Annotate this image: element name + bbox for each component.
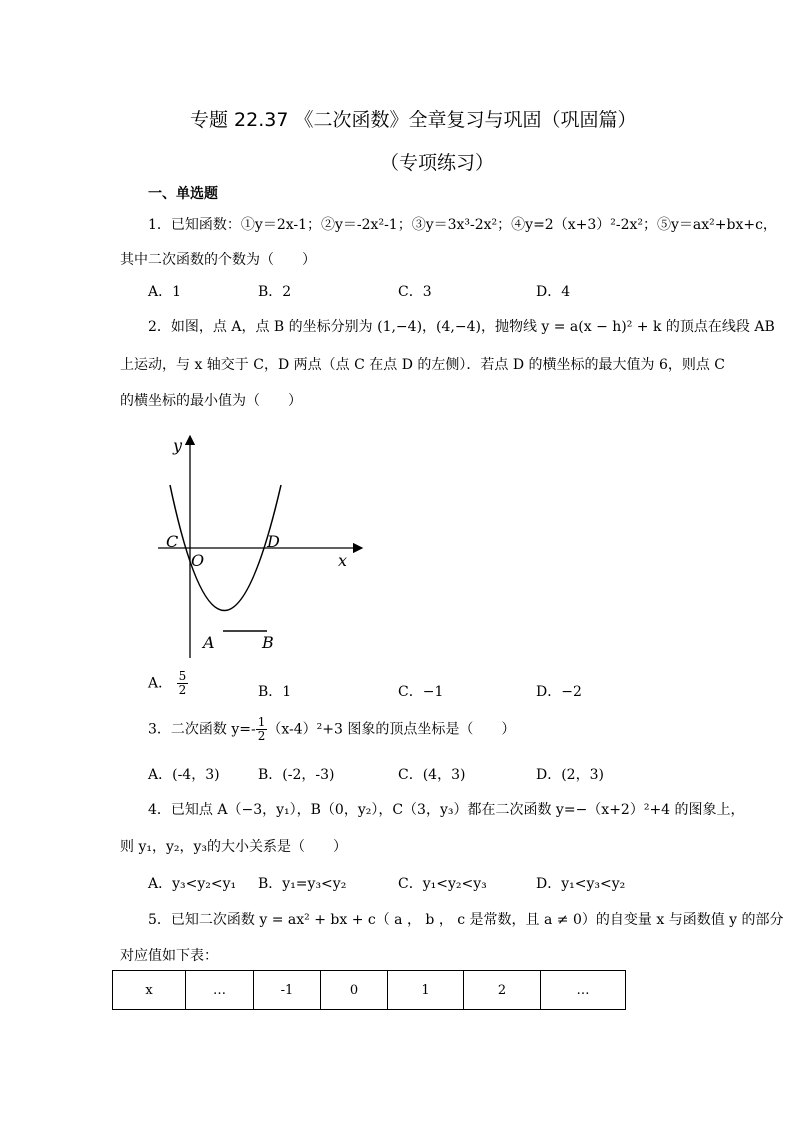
- fraction-numerator: 5: [178, 669, 187, 683]
- q1-line1: 1．已知函数：①y＝2x-1；②y＝-2x²-1；③y＝3x³-2x²；④y=2（x+3）²-2x²；⑤y＝ax²+bx+c，: [148, 217, 777, 233]
- q4-option-d[interactable]: D．y₁<y₃<y₂: [536, 876, 626, 892]
- q2-line1: 2．如图，点 A，点 B 的坐标分别为 (1,−4)，(4,−4)，抛物线 y = a(x − h)² + k 的顶点在线段 AB: [148, 319, 775, 335]
- table-cell: 1: [388, 971, 464, 1010]
- table-row: [113, 971, 626, 1010]
- q2-line2: 上运动，与 x 轴交于 C，D 两点（点 C 在点 D 的左侧）．若点 D 的横坐标的最大值为 6，则点 C: [120, 357, 726, 373]
- q1-option-a[interactable]: A．1: [148, 284, 182, 300]
- q2-option-a-fraction: [177, 670, 189, 697]
- fraction-denominator: 2: [257, 729, 266, 743]
- q2-option-d[interactable]: D．−2: [536, 684, 582, 700]
- label-y: y: [173, 436, 183, 455]
- q3-line: [148, 716, 515, 743]
- label-c: C: [166, 532, 179, 551]
- q1-line2: 其中二次函数的个数为（ ）: [120, 252, 316, 268]
- q5-line2: 对应值如下表：: [120, 948, 218, 964]
- q2-line3: 的横坐标的最小值为（ ）: [120, 393, 302, 409]
- section-heading: 一、单选题: [148, 186, 218, 202]
- q4-line2: 则 y₁，y₂，y₃的大小关系是（ ）: [120, 839, 348, 855]
- q5-line1: 5．已知二次函数 y = ax² + bx + c（ a ， b ， c 是常数，且 a ≠ 0）的自变量 x 与函数值 y 的部分: [148, 912, 784, 928]
- q4-option-a[interactable]: A．y₃<y₂<y₁: [148, 876, 237, 892]
- label-origin: O: [191, 551, 205, 570]
- q3-suffix: （x-4）²+3 图象的顶点坐标是（ ）: [267, 721, 516, 738]
- table-cell: …: [541, 971, 626, 1010]
- table-cell: x: [113, 971, 186, 1010]
- q1-option-b[interactable]: B．2: [258, 284, 292, 300]
- q2-option-b[interactable]: B．1: [258, 684, 292, 700]
- q1-option-c[interactable]: C．3: [398, 284, 432, 300]
- page-title: 专题 22.37 《二次函数》全章复习与巩固（巩固篇）: [190, 109, 637, 131]
- label-x: x: [338, 551, 348, 570]
- fraction-denominator: 2: [178, 683, 187, 697]
- q3-option-c[interactable]: C．(4，3): [398, 767, 466, 783]
- value-table: [112, 970, 626, 1010]
- label-a: A: [203, 633, 215, 652]
- table-cell: 2: [464, 971, 541, 1010]
- label-d: D: [267, 532, 280, 551]
- q2-option-c[interactable]: C．−1: [398, 684, 444, 700]
- q1-option-d[interactable]: D．4: [536, 284, 571, 300]
- q3-option-d[interactable]: D．(2，3): [536, 767, 604, 783]
- label-b: B: [262, 633, 274, 652]
- q4-option-b[interactable]: B．y₁=y₃<y₂: [258, 876, 347, 892]
- q2-option-a[interactable]: [148, 670, 188, 697]
- parabola-figure: [150, 430, 380, 660]
- page-subtitle: （专项练习）: [380, 152, 495, 174]
- q3-option-b[interactable]: B．(-2，-3): [258, 767, 335, 783]
- q3-option-a[interactable]: A．(-4，3): [148, 767, 220, 783]
- q3-prefix: 3．二次函数 y=-: [148, 721, 256, 738]
- q4-line1: 4．已知点 A（−3，y₁），B（0，y₂），C（3，y₃）都在二次函数 y=−（x+2）²+4 的图象上，: [148, 802, 745, 818]
- table-cell: -1: [254, 971, 321, 1010]
- q3-fraction: [256, 716, 268, 743]
- fraction-numerator: 1: [257, 715, 266, 729]
- table-cell: 0: [321, 971, 388, 1010]
- q4-option-c[interactable]: C．y₁<y₂<y₃: [398, 876, 487, 892]
- q2-option-a-prefix: A．: [148, 675, 173, 692]
- table-cell: …: [186, 971, 254, 1010]
